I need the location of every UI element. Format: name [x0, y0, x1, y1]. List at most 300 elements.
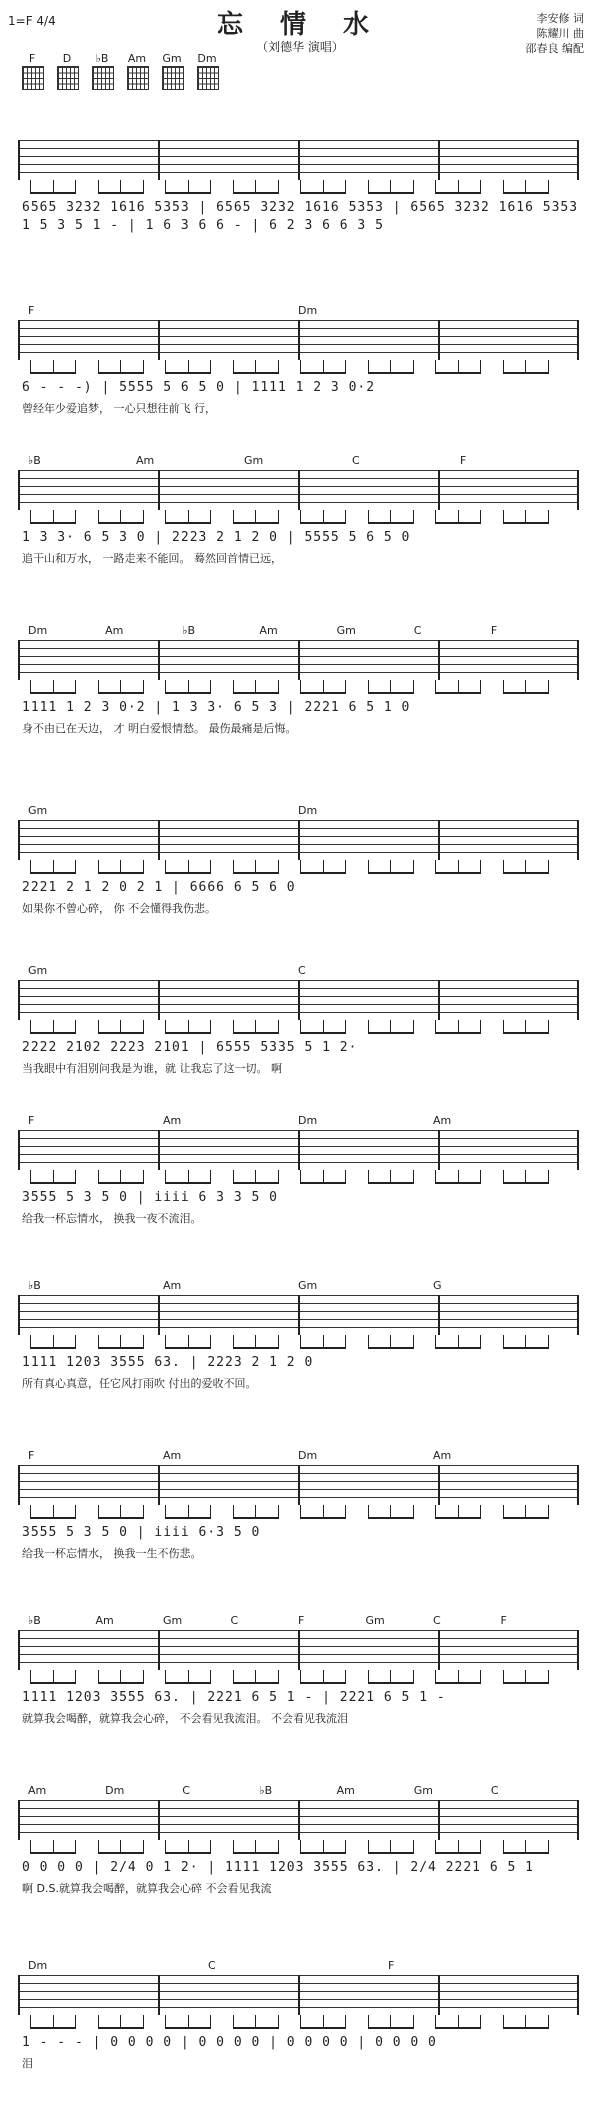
chord-label: Am — [136, 454, 155, 467]
chord-label: Am — [433, 1114, 452, 1127]
note-beam — [368, 522, 413, 524]
bar-line — [298, 1465, 300, 1505]
bar-line — [577, 320, 579, 360]
bar-line — [298, 980, 300, 1020]
bar-line — [298, 820, 300, 860]
score-system — [18, 1445, 578, 1565]
note-stem — [345, 1170, 346, 1184]
bar-line — [18, 1630, 20, 1670]
note-beam — [503, 2027, 548, 2029]
note-beam — [165, 522, 210, 524]
lyric-line: 啊 D.S.就算我会喝醉，就算我会心碎 不会看见我流 — [22, 1882, 272, 1895]
note-beam — [368, 1852, 413, 1854]
note-stem — [210, 2015, 211, 2029]
note-beam — [368, 1182, 413, 1184]
note-beam — [165, 192, 210, 194]
note-beam — [30, 2027, 75, 2029]
bar-line — [298, 640, 300, 680]
note-stem — [413, 1020, 414, 1034]
jianpu-notation-bass: 1 5 3 5 1 - | 1 6 3 6 6 - | 6 2 3 6 6 3 5 — [22, 218, 384, 233]
bar-line — [438, 640, 440, 680]
bar-line — [298, 1630, 300, 1670]
note-stem — [480, 1840, 481, 1854]
note-stem — [75, 1840, 76, 1854]
note-beam — [165, 2027, 210, 2029]
note-stem — [210, 680, 211, 694]
chord-diagram-label: ♭B — [95, 52, 109, 65]
score-system — [18, 1110, 578, 1230]
note-beam — [300, 1852, 345, 1854]
chord-label: F — [460, 454, 467, 467]
bar-line — [577, 1295, 579, 1335]
note-stem — [210, 1170, 211, 1184]
note-beam — [435, 372, 480, 374]
note-stem — [548, 1840, 549, 1854]
bar-line — [438, 980, 440, 1020]
note-beam — [165, 692, 210, 694]
note-stem — [278, 1505, 279, 1519]
chord-label: Dm — [28, 624, 48, 637]
note-stem — [210, 1670, 211, 1684]
note-stem — [548, 180, 549, 194]
note-beam — [98, 1682, 143, 1684]
chord-label: Dm — [28, 1959, 48, 1972]
bar-line — [298, 140, 300, 180]
jianpu-notation: 1111 1 2 3 0·2 | 1 3 3· 6 5 3 | 2221 6 5 1 0 — [22, 700, 411, 715]
note-stem — [548, 1505, 549, 1519]
bar-line — [298, 1295, 300, 1335]
note-stem — [143, 680, 144, 694]
chord-label: Gm — [365, 1614, 385, 1627]
note-stem — [210, 360, 211, 374]
note-beam — [300, 1032, 345, 1034]
note-beam — [233, 1852, 278, 1854]
note-beam — [503, 192, 548, 194]
note-stem — [480, 860, 481, 874]
note-stem — [413, 180, 414, 194]
note-beam — [368, 1347, 413, 1349]
lyric-line: 身不由已在天边， 才 明白爱恨情愁。 最伤最痛是后悔。 — [22, 722, 297, 735]
note-beam — [165, 1032, 210, 1034]
chord-diagram-grid — [162, 66, 184, 90]
chord-label: F — [28, 1114, 35, 1127]
note-stem — [143, 1840, 144, 1854]
chord-label: F — [500, 1614, 507, 1627]
bar-line — [18, 470, 20, 510]
score-system — [18, 300, 578, 420]
lyric-line: 追干山和万水， 一路走来不能回。 蓦然回首情已远， — [22, 552, 282, 565]
note-beam — [300, 692, 345, 694]
note-beam — [98, 692, 143, 694]
note-stem — [413, 1335, 414, 1349]
bar-line — [18, 1975, 20, 2015]
note-stem — [75, 1020, 76, 1034]
chord-label: C — [208, 1959, 216, 1972]
note-stem — [345, 860, 346, 874]
chord-diagram-grid — [197, 66, 219, 90]
note-beam — [233, 372, 278, 374]
bar-line — [438, 820, 440, 860]
bar-line — [438, 1800, 440, 1840]
lyric-line: 如果你不曾心碎， 你 不会懂得我伤悲。 — [22, 902, 216, 915]
score-system — [18, 450, 578, 570]
note-beam — [98, 1182, 143, 1184]
note-stem — [480, 680, 481, 694]
note-stem — [413, 1505, 414, 1519]
bar-line — [18, 320, 20, 360]
bar-line — [438, 1975, 440, 2015]
note-stem — [345, 510, 346, 524]
note-beam — [435, 1347, 480, 1349]
note-stem — [548, 1335, 549, 1349]
bar-line — [18, 640, 20, 680]
credit-arranger: 邵春良 编配 — [525, 42, 584, 55]
jianpu-notation: 6565 3232 1616 5353 | 6565 3232 1616 5353 | 6565 3232 1616 5353 — [22, 200, 579, 215]
note-beam — [368, 1517, 413, 1519]
bar-line — [438, 1295, 440, 1335]
note-stem — [345, 680, 346, 694]
note-beam — [30, 692, 75, 694]
bar-line — [158, 470, 160, 510]
bar-line — [577, 1975, 579, 2015]
note-beam — [300, 872, 345, 874]
chord-label: Gm — [336, 624, 356, 637]
note-stem — [548, 680, 549, 694]
chord-diagram-grid — [92, 66, 114, 90]
note-stem — [143, 1020, 144, 1034]
chord-label: Am — [336, 1784, 355, 1797]
bar-line — [18, 1800, 20, 1840]
chord-diagram-label: Gm — [162, 52, 182, 65]
chord-diagram-label: Am — [127, 52, 147, 65]
chord-label: Am — [259, 624, 278, 637]
note-stem — [278, 1020, 279, 1034]
note-beam — [233, 1032, 278, 1034]
jianpu-notation: 1111 1203 3555 63. | 2221 6 5 1 - | 2221 6 5 1 - — [22, 1690, 446, 1705]
note-beam — [98, 1517, 143, 1519]
chord-label: C — [413, 624, 422, 637]
note-beam — [368, 872, 413, 874]
bar-line — [577, 1465, 579, 1505]
bar-line — [298, 1975, 300, 2015]
note-stem — [278, 1840, 279, 1854]
note-stem — [480, 180, 481, 194]
note-beam — [30, 1517, 75, 1519]
jianpu-notation: 2222 2102 2223 2101 | 6555 5335 5 1 2· — [22, 1040, 358, 1055]
note-beam — [165, 1182, 210, 1184]
note-beam — [233, 872, 278, 874]
note-beam — [300, 192, 345, 194]
note-stem — [413, 860, 414, 874]
note-stem — [278, 680, 279, 694]
note-stem — [75, 360, 76, 374]
jianpu-notation: 1111 1203 3555 63. | 2223 2 1 2 0 — [22, 1355, 314, 1370]
note-stem — [75, 1505, 76, 1519]
bar-line — [298, 1130, 300, 1170]
note-beam — [503, 1682, 548, 1684]
bar-line — [577, 820, 579, 860]
note-beam — [233, 1517, 278, 1519]
bar-line — [577, 1800, 579, 1840]
note-beam — [300, 1347, 345, 1349]
score-system — [18, 1610, 578, 1730]
note-stem — [278, 2015, 279, 2029]
lyric-line: 泪 — [22, 2057, 33, 2070]
chord-diagram-label: F — [28, 52, 36, 65]
note-stem — [548, 510, 549, 524]
note-stem — [143, 2015, 144, 2029]
chord-label: C — [182, 1784, 190, 1797]
note-beam — [300, 2027, 345, 2029]
note-beam — [30, 372, 75, 374]
bar-line — [438, 140, 440, 180]
note-beam — [503, 1852, 548, 1854]
note-stem — [210, 860, 211, 874]
chord-label: ♭B — [28, 1279, 41, 1292]
chord-label: ♭B — [28, 1614, 41, 1627]
bar-line — [577, 470, 579, 510]
note-stem — [210, 1840, 211, 1854]
note-stem — [480, 1020, 481, 1034]
note-stem — [278, 860, 279, 874]
note-beam — [300, 1182, 345, 1184]
chord-label: Dm — [298, 304, 318, 317]
note-stem — [143, 180, 144, 194]
note-beam — [30, 1682, 75, 1684]
chord-label: F — [388, 1959, 395, 1972]
note-stem — [345, 1840, 346, 1854]
bar-line — [298, 1800, 300, 1840]
bar-line — [158, 1465, 160, 1505]
note-beam — [98, 1347, 143, 1349]
chord-label: F — [298, 1614, 305, 1627]
note-stem — [278, 1670, 279, 1684]
bar-line — [158, 1130, 160, 1170]
lyric-line: 给我一杯忘情水， 换我一生不伤悲。 — [22, 1547, 202, 1560]
note-stem — [548, 860, 549, 874]
note-beam — [435, 1182, 480, 1184]
note-stem — [143, 360, 144, 374]
note-stem — [413, 1670, 414, 1684]
bar-line — [577, 1130, 579, 1170]
note-stem — [210, 1505, 211, 1519]
note-stem — [278, 510, 279, 524]
jianpu-notation: 1 - - - | 0 0 0 0 | 0 0 0 0 | 0 0 0 0 | 0 0 0 0 — [22, 2035, 437, 2050]
bar-line — [438, 1130, 440, 1170]
bar-line — [158, 980, 160, 1020]
note-beam — [30, 1852, 75, 1854]
note-beam — [368, 1682, 413, 1684]
note-beam — [30, 872, 75, 874]
note-stem — [480, 1670, 481, 1684]
note-stem — [413, 360, 414, 374]
note-beam — [98, 192, 143, 194]
note-beam — [503, 872, 548, 874]
note-stem — [345, 1020, 346, 1034]
note-beam — [503, 1347, 548, 1349]
chord-label: Gm — [413, 1784, 433, 1797]
chord-label: F — [490, 624, 498, 637]
note-beam — [435, 692, 480, 694]
note-beam — [98, 1032, 143, 1034]
chord-label: Gm — [28, 804, 48, 817]
note-beam — [165, 872, 210, 874]
chord-label: C — [352, 454, 360, 467]
chord-label: Am — [163, 1449, 182, 1462]
bar-line — [577, 640, 579, 680]
note-stem — [210, 180, 211, 194]
bar-line — [158, 1800, 160, 1840]
note-stem — [278, 1170, 279, 1184]
chord-diagram-grid — [57, 66, 79, 90]
chord-label: Gm — [244, 454, 264, 467]
jianpu-notation: 3555 5 3 5 0 | iiii 6 3 3 5 0 — [22, 1190, 278, 1205]
note-stem — [143, 1505, 144, 1519]
chord-label: Gm — [28, 964, 48, 977]
note-beam — [165, 372, 210, 374]
chord-label: Dm — [298, 804, 318, 817]
note-beam — [30, 522, 75, 524]
note-stem — [143, 860, 144, 874]
score-system — [18, 1955, 578, 2075]
note-stem — [413, 680, 414, 694]
bar-line — [158, 1630, 160, 1670]
note-beam — [233, 192, 278, 194]
note-beam — [233, 1182, 278, 1184]
bar-line — [158, 320, 160, 360]
lyric-line: 所有真心真意，任它风打雨吹 付出的爱收不回。 — [22, 1377, 257, 1390]
note-beam — [368, 1032, 413, 1034]
note-stem — [480, 1505, 481, 1519]
bar-line — [438, 320, 440, 360]
score-system — [18, 620, 578, 740]
bar-line — [577, 140, 579, 180]
chord-diagram-grid — [22, 66, 44, 90]
chord-label: Am — [433, 1449, 452, 1462]
credit-composer: 陈耀川 曲 — [536, 27, 584, 40]
bar-line — [18, 820, 20, 860]
note-stem — [480, 360, 481, 374]
note-beam — [30, 1347, 75, 1349]
note-beam — [165, 1517, 210, 1519]
bar-line — [158, 640, 160, 680]
jianpu-notation: 0 0 0 0 | 2/4 0 1 2· | 1111 1203 3555 63. | 2/4 2221 6 5 1 — [22, 1860, 534, 1875]
lyric-line: 当我眼中有泪别问我是为谁，就 让我忘了这一切。 啊 — [22, 1062, 282, 1075]
note-beam — [503, 372, 548, 374]
note-stem — [548, 1020, 549, 1034]
credit-lyricist: 李安修 词 — [536, 12, 584, 25]
note-beam — [30, 192, 75, 194]
chord-label: C — [490, 1784, 499, 1797]
note-stem — [548, 1170, 549, 1184]
chord-label: C — [230, 1614, 239, 1627]
note-stem — [480, 510, 481, 524]
note-beam — [503, 1517, 548, 1519]
chord-label: Am — [105, 624, 124, 637]
note-beam — [98, 2027, 143, 2029]
note-beam — [503, 1032, 548, 1034]
note-beam — [30, 1032, 75, 1034]
note-stem — [210, 510, 211, 524]
note-beam — [435, 192, 480, 194]
lyric-line: 就算我会喝醉，就算我会心碎， 不会看见我流泪。 不会看见我流泪 — [22, 1712, 348, 1725]
note-beam — [435, 522, 480, 524]
note-beam — [435, 1682, 480, 1684]
note-beam — [300, 1682, 345, 1684]
bar-line — [18, 140, 20, 180]
chord-label: Gm — [163, 1614, 183, 1627]
note-stem — [75, 860, 76, 874]
chord-label: Am — [95, 1614, 114, 1627]
bar-line — [158, 820, 160, 860]
note-beam — [165, 1852, 210, 1854]
lyric-line: 曾经年少爱追梦， 一心只想往前飞 行， — [22, 402, 216, 415]
bar-line — [18, 1295, 20, 1335]
chord-label: ♭B — [259, 1784, 273, 1797]
note-beam — [300, 522, 345, 524]
note-beam — [435, 2027, 480, 2029]
bar-line — [438, 1630, 440, 1670]
chord-label: Dm — [298, 1114, 318, 1127]
bar-line — [298, 320, 300, 360]
note-beam — [503, 1182, 548, 1184]
chord-label: Am — [163, 1114, 182, 1127]
note-stem — [413, 2015, 414, 2029]
jianpu-notation: 3555 5 3 5 0 | iiii 6·3 5 0 — [22, 1525, 261, 1540]
chord-diagram-grid — [127, 66, 149, 90]
note-stem — [75, 1670, 76, 1684]
note-beam — [368, 192, 413, 194]
score-system — [18, 800, 578, 920]
note-stem — [345, 1505, 346, 1519]
bar-line — [158, 1295, 160, 1335]
jianpu-notation: 6 - - -) | 5555 5 6 5 0 | 1111 1 2 3 0·2 — [22, 380, 376, 395]
note-stem — [210, 1020, 211, 1034]
bar-line — [18, 1465, 20, 1505]
note-stem — [413, 1170, 414, 1184]
note-beam — [233, 522, 278, 524]
chord-label: G — [433, 1279, 442, 1292]
note-beam — [98, 1852, 143, 1854]
bar-line — [577, 1630, 579, 1670]
chord-label: Dm — [298, 1449, 318, 1462]
note-stem — [480, 1170, 481, 1184]
note-beam — [233, 1347, 278, 1349]
note-stem — [345, 1335, 346, 1349]
note-beam — [300, 372, 345, 374]
note-stem — [413, 510, 414, 524]
bar-line — [158, 1975, 160, 2015]
lyric-line: 给我一杯忘情水， 换我一夜不流泪。 — [22, 1212, 202, 1225]
note-stem — [345, 360, 346, 374]
note-stem — [413, 1840, 414, 1854]
chord-label: ♭B — [182, 624, 196, 637]
chord-label: Am — [163, 1279, 182, 1292]
score-system — [18, 1780, 578, 1900]
note-beam — [98, 372, 143, 374]
note-beam — [435, 1852, 480, 1854]
bar-line — [438, 1465, 440, 1505]
chord-diagram-label: Dm — [197, 52, 217, 65]
note-stem — [278, 1335, 279, 1349]
note-stem — [480, 2015, 481, 2029]
note-beam — [98, 522, 143, 524]
note-beam — [30, 1182, 75, 1184]
note-beam — [435, 1517, 480, 1519]
song-subtitle: （刘德华 演唱） — [256, 40, 344, 54]
chord-label: F — [28, 1449, 35, 1462]
note-stem — [75, 2015, 76, 2029]
